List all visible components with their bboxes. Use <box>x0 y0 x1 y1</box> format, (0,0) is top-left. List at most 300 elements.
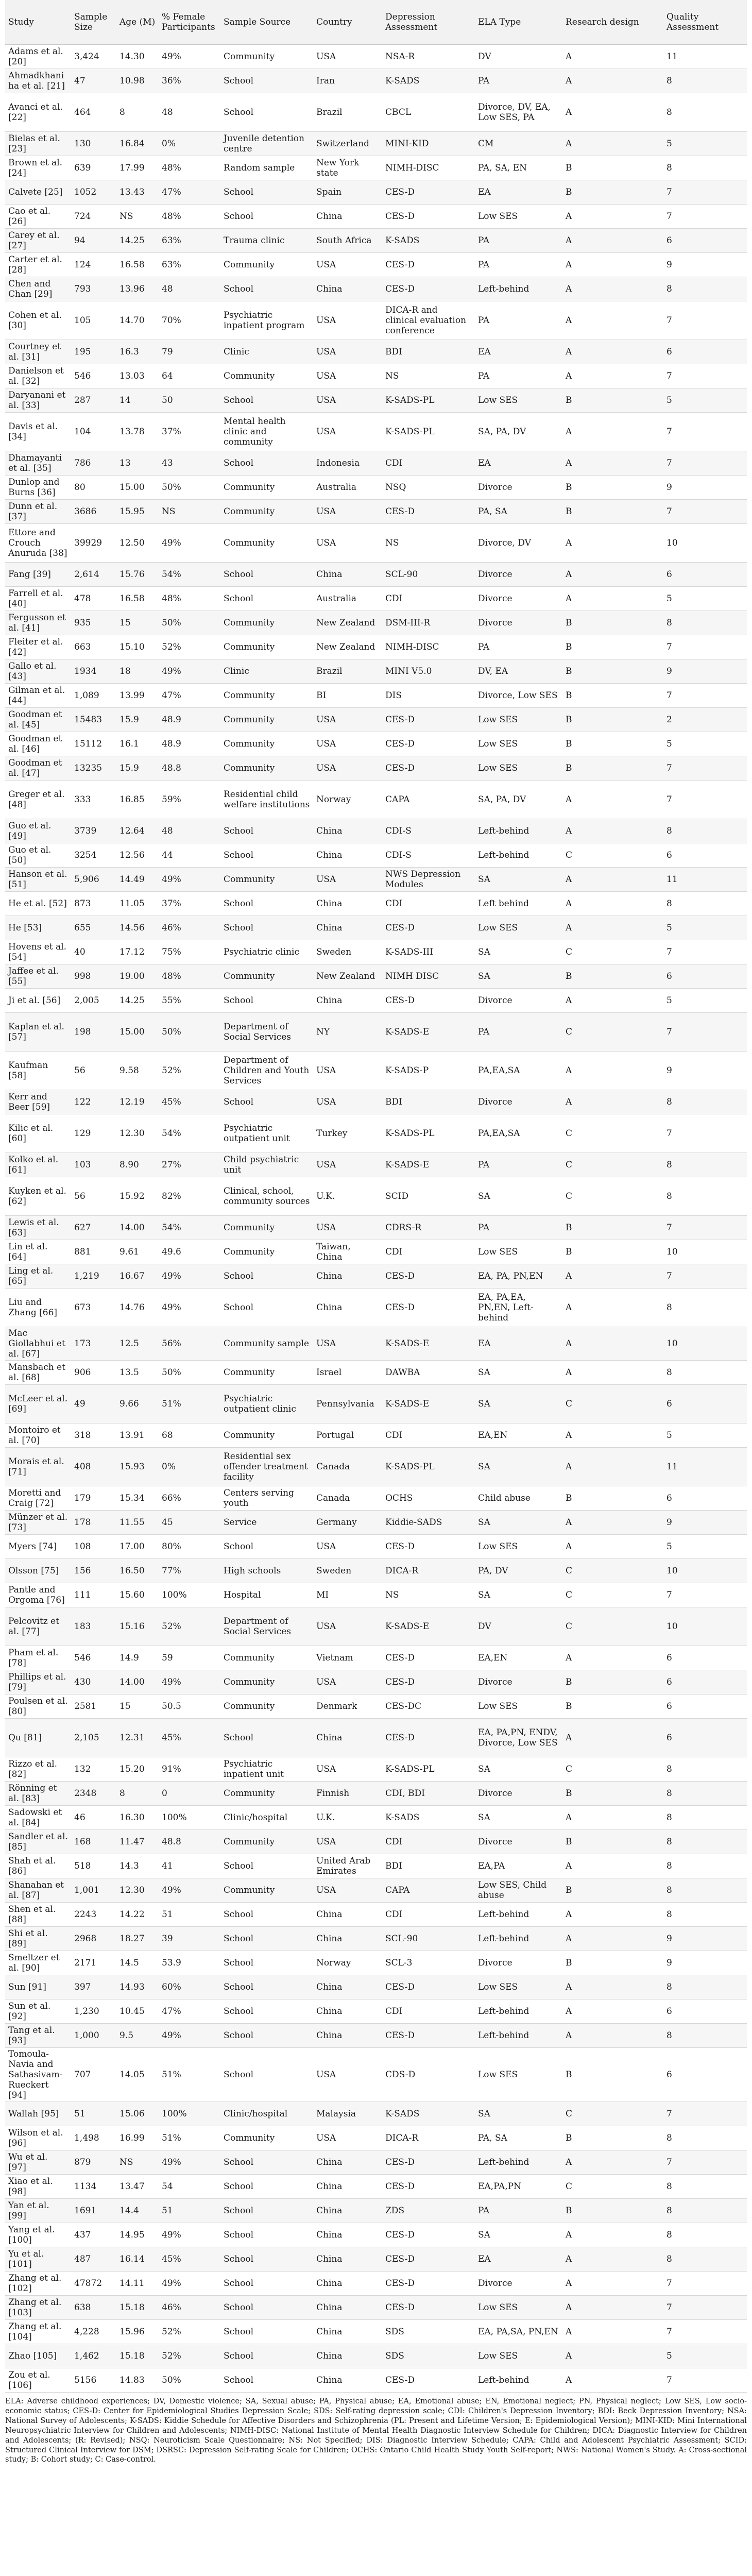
table-cell: 12.5 <box>116 1327 159 1361</box>
table-cell: 59 <box>159 1646 220 1670</box>
table-cell: Divorce <box>475 989 562 1013</box>
table-cell: A <box>562 45 663 69</box>
table-cell: 7 <box>663 364 747 388</box>
table-cell: A <box>562 524 663 563</box>
table-cell: 49% <box>159 2272 220 2296</box>
table-cell: CES-D <box>382 1535 475 1559</box>
table-cell: 10 <box>663 524 747 563</box>
column-header: Sample Source <box>220 0 313 45</box>
table-cell: 47872 <box>71 2272 116 2296</box>
table-cell: 52% <box>159 1607 220 1646</box>
table-cell: 111 <box>71 1583 116 1607</box>
table-cell: 6 <box>663 1670 747 1694</box>
table-cell: 1052 <box>71 180 116 205</box>
table-row <box>5 2223 747 2247</box>
table-row <box>5 1289 747 1327</box>
table-cell: USA <box>313 756 382 781</box>
table-cell: 8 <box>116 93 159 132</box>
table-row <box>5 1361 747 1385</box>
table-cell: A <box>562 2272 663 2296</box>
table-cell: High schools <box>220 1559 313 1583</box>
table-row <box>5 2102 747 2126</box>
table-cell: Kolko et al. [61] <box>5 1153 71 1177</box>
table-row <box>5 684 747 708</box>
table-cell: 8 <box>663 1153 747 1177</box>
table-cell: K-SADS-E <box>382 1607 475 1646</box>
table-cell: Clinic/hospital <box>220 2102 313 2126</box>
table-cell: C <box>562 1583 663 1607</box>
table-cell: Denmark <box>313 1694 382 1719</box>
table-cell: School <box>220 563 313 587</box>
table-cell: 6 <box>663 1999 747 2024</box>
table-cell: 14.76 <box>116 1289 159 1327</box>
table-row <box>5 868 747 892</box>
table-cell: China <box>313 277 382 301</box>
table-cell: PA <box>475 364 562 388</box>
table-cell: USA <box>313 1327 382 1361</box>
table-cell: Yang et al. [100] <box>5 2223 71 2247</box>
table-cell: DV, EA <box>475 659 562 684</box>
studies-table <box>5 0 747 2393</box>
table-cell: School <box>220 2048 313 2102</box>
table-cell: 104 <box>71 413 116 451</box>
table-cell: 1,001 <box>71 1878 116 1903</box>
table-cell: DICA-R <box>382 1559 475 1583</box>
table-cell: Department of Social Services <box>220 1607 313 1646</box>
table-cell: School <box>220 1535 313 1559</box>
table-cell: Rönning et al. [83] <box>5 1782 71 1806</box>
table-cell: 6 <box>663 964 747 989</box>
table-cell: 464 <box>71 93 116 132</box>
table-cell: 397 <box>71 1975 116 1999</box>
table-cell: 16.30 <box>116 1806 159 1830</box>
table-cell: Pelcovitz et al. [77] <box>5 1607 71 1646</box>
table-cell: Olsson [75] <box>5 1559 71 1583</box>
table-cell: 8 <box>663 2199 747 2223</box>
table-cell: 37% <box>159 892 220 916</box>
table-cell: Malaysia <box>313 2102 382 2126</box>
table-cell: C <box>562 1559 663 1583</box>
table-cell: 7 <box>663 1264 747 1289</box>
table-cell: 9 <box>663 1927 747 1951</box>
table-cell: 1934 <box>71 659 116 684</box>
table-cell: SA <box>475 1806 562 1830</box>
table-cell: 10 <box>663 1327 747 1361</box>
table-cell: Goodman et al. [46] <box>5 732 71 756</box>
table-cell: China <box>313 205 382 229</box>
table-cell: 1134 <box>71 2175 116 2199</box>
table-cell: A <box>562 1090 663 1114</box>
table-cell: CES-D <box>382 1289 475 1327</box>
table-cell: Montoiro et al. [70] <box>5 1423 71 1448</box>
table-cell: Residential sex offender treatment facility <box>220 1448 313 1486</box>
table-cell: B <box>562 476 663 500</box>
table-cell: 49% <box>159 1670 220 1694</box>
table-cell: 49% <box>159 45 220 69</box>
table-cell: Zhang et al. [102] <box>5 2272 71 2296</box>
column-header: Study <box>5 0 71 45</box>
column-header: ELA Type <box>475 0 562 45</box>
table-cell: 9.61 <box>116 1240 159 1264</box>
table-row <box>5 708 747 732</box>
table-cell: NWS Depression Modules <box>382 868 475 892</box>
table-row <box>5 1951 747 1975</box>
table-cell: 49% <box>159 2150 220 2175</box>
table-cell: Mac Giollabhui et al. [67] <box>5 1327 71 1361</box>
table-cell: NS <box>382 1583 475 1607</box>
table-cell: Danielson et al. [32] <box>5 364 71 388</box>
table-cell: PA <box>475 635 562 659</box>
table-cell: 15.9 <box>116 756 159 781</box>
table-cell: BDI <box>382 1854 475 1878</box>
table-cell: 408 <box>71 1448 116 1486</box>
table-cell: CES-D <box>382 1670 475 1694</box>
table-cell: USA <box>313 2048 382 2102</box>
table-cell: 94 <box>71 229 116 253</box>
table-cell: EA, PA,SA, PN,EN <box>475 2320 562 2344</box>
table-cell: 8 <box>663 1361 747 1385</box>
table-cell: CDI <box>382 1999 475 2024</box>
table-row <box>5 989 747 1013</box>
table-cell: A <box>562 587 663 611</box>
table-row <box>5 1448 747 1486</box>
table-cell: Divorce, DV, EA, Low SES, PA <box>475 93 562 132</box>
table-cell: A <box>562 229 663 253</box>
table-cell: 13.91 <box>116 1423 159 1448</box>
table-cell: NIMH-DISC <box>382 635 475 659</box>
table-cell: Sweden <box>313 940 382 964</box>
table-cell: 7 <box>663 1216 747 1240</box>
table-cell: EA <box>475 2247 562 2272</box>
table-row <box>5 2272 747 2296</box>
table-cell: 2 <box>663 708 747 732</box>
table-cell: China <box>313 2024 382 2048</box>
table-cell: School <box>220 2150 313 2175</box>
table-cell: CAPA <box>382 781 475 819</box>
table-cell: Hanson et al. [51] <box>5 868 71 892</box>
table-cell: 2968 <box>71 1927 116 1951</box>
table-cell: A <box>562 1448 663 1486</box>
table-cell: 5 <box>663 732 747 756</box>
table-cell: C <box>562 1177 663 1216</box>
table-cell: EA <box>475 340 562 364</box>
table-cell: Myers [74] <box>5 1535 71 1559</box>
table-body <box>5 45 747 2393</box>
table-cell: K-SADS-E <box>382 1153 475 1177</box>
table-cell: EA,EN <box>475 1423 562 1448</box>
table-cell: A <box>562 892 663 916</box>
table-cell: K-SADS-E <box>382 1385 475 1423</box>
table-row <box>5 659 747 684</box>
table-cell: USA <box>313 413 382 451</box>
table-cell: EA, PA, PN,EN <box>475 1264 562 1289</box>
table-cell: SA <box>475 1511 562 1535</box>
table-cell: Divorce <box>475 1670 562 1694</box>
table-cell: 10 <box>663 1240 747 1264</box>
table-cell: 8 <box>663 892 747 916</box>
table-cell: Wallah [95] <box>5 2102 71 2126</box>
table-cell: 56 <box>71 1177 116 1216</box>
table-cell: 36% <box>159 69 220 93</box>
table-cell: Mansbach et al. [68] <box>5 1361 71 1385</box>
table-cell: 103 <box>71 1153 116 1177</box>
table-cell: Kaplan et al. [57] <box>5 1013 71 1052</box>
table-row <box>5 1216 747 1240</box>
table-cell: Low SES <box>475 2296 562 2320</box>
table-cell: Ji et al. [56] <box>5 989 71 1013</box>
table-cell: School <box>220 1903 313 1927</box>
table-cell: 51 <box>71 2102 116 2126</box>
table-cell: U.K. <box>313 1177 382 1216</box>
table-cell: 724 <box>71 205 116 229</box>
table-cell: CES-D <box>382 205 475 229</box>
table-cell: Community <box>220 964 313 989</box>
table-cell: 82% <box>159 1177 220 1216</box>
table-cell: 47% <box>159 180 220 205</box>
table-cell: A <box>562 2223 663 2247</box>
table-cell: Community <box>220 1240 313 1264</box>
table-cell: China <box>313 989 382 1013</box>
table-cell: CDI <box>382 451 475 476</box>
table-cell: PA <box>475 2199 562 2223</box>
table-cell: School <box>220 451 313 476</box>
table-cell: CES-D <box>382 500 475 524</box>
table-cell: 16.14 <box>116 2247 159 2272</box>
table-cell: USA <box>313 253 382 277</box>
table-cell: C <box>562 1607 663 1646</box>
table-cell: School <box>220 205 313 229</box>
table-cell: 48% <box>159 587 220 611</box>
table-cell: 39 <box>159 1927 220 1951</box>
table-row <box>5 1646 747 1670</box>
table-row <box>5 1385 747 1423</box>
table-cell: SCL-90 <box>382 1927 475 1951</box>
table-cell: China <box>313 563 382 587</box>
table-cell: Department of Children and Youth Services <box>220 1052 313 1090</box>
table-cell: SCL-90 <box>382 563 475 587</box>
table-row <box>5 1878 747 1903</box>
table-cell: NSA-R <box>382 45 475 69</box>
table-cell: Trauma clinic <box>220 229 313 253</box>
table-row <box>5 1177 747 1216</box>
table-cell: CES-D <box>382 2368 475 2393</box>
column-header: Sample Size <box>71 0 116 45</box>
table-cell: School <box>220 916 313 940</box>
table-cell: A <box>562 989 663 1013</box>
column-header: Research design <box>562 0 663 45</box>
table-cell: CDI-S <box>382 843 475 868</box>
table-cell: 80% <box>159 1535 220 1559</box>
table-row <box>5 388 747 413</box>
table-cell: 50 <box>159 388 220 413</box>
table-cell: School <box>220 1927 313 1951</box>
table-cell: 13235 <box>71 756 116 781</box>
table-cell: Left-behind <box>475 1903 562 1927</box>
table-cell: 16.3 <box>116 340 159 364</box>
table-cell: School <box>220 843 313 868</box>
table-cell: 49% <box>159 1878 220 1903</box>
table-cell: A <box>562 1535 663 1559</box>
table-cell: CES-D <box>382 2175 475 2199</box>
table-cell: PA <box>475 1153 562 1177</box>
table-cell: K-SADS <box>382 1806 475 1830</box>
table-cell: C <box>562 2175 663 2199</box>
table-cell: Divorce <box>475 1090 562 1114</box>
table-cell: Community <box>220 253 313 277</box>
table-cell: Switzerland <box>313 132 382 156</box>
table-cell: Divorce <box>475 563 562 587</box>
table-container <box>5 0 747 2465</box>
table-cell: 37% <box>159 413 220 451</box>
table-cell: 9 <box>663 476 747 500</box>
table-cell: 178 <box>71 1511 116 1535</box>
table-row <box>5 340 747 364</box>
table-cell: K-SADS-PL <box>382 388 475 413</box>
table-cell: Tomoula-Navia and Sathasivam-Rueckert [94] <box>5 2048 71 2102</box>
table-cell: School <box>220 989 313 1013</box>
table-cell: Guo et al. [49] <box>5 819 71 843</box>
table-cell: CES-D <box>382 253 475 277</box>
table-cell: China <box>313 1975 382 1999</box>
table-cell: CDI <box>382 1240 475 1264</box>
table-cell: 881 <box>71 1240 116 1264</box>
table-cell: 173 <box>71 1327 116 1361</box>
table-cell: Community <box>220 1216 313 1240</box>
table-cell: China <box>313 916 382 940</box>
table-cell: K-SADS-E <box>382 1327 475 1361</box>
table-cell: 51 <box>159 1903 220 1927</box>
table-cell: CDI <box>382 1830 475 1854</box>
table-row <box>5 1903 747 1927</box>
table-cell: 45% <box>159 1090 220 1114</box>
table-cell: Divorce <box>475 1951 562 1975</box>
table-cell: 7 <box>663 781 747 819</box>
table-cell: 43 <box>159 451 220 476</box>
table-cell: Divorce <box>475 476 562 500</box>
table-cell: Israel <box>313 1361 382 1385</box>
table-cell: A <box>562 205 663 229</box>
table-cell: Psychiatric clinic <box>220 940 313 964</box>
table-row <box>5 524 747 563</box>
table-row <box>5 1240 747 1264</box>
table-cell: A <box>562 277 663 301</box>
table-cell: 14.5 <box>116 1951 159 1975</box>
table-cell: SDS <box>382 2320 475 2344</box>
table-cell: C <box>562 1385 663 1423</box>
table-footnote: ELA: Adverse childhood experiences; DV, Domestic violence; SA, Sexual abuse; PA, Physical abuse; EA, Emotional abuse; EN, Emotional neglect; PN, Physical neglect; Low SES, Low socio-economic status; CES-D: Center for Epidemiological Studies Depression Scale; SDS: Self-rating depression scale; CDI: Children's Depression Inventory; BDI: Beck Depression Inventory; NSA: National Survey of Adolescents; K-SADS: Kiddie Schedule for Affective Disorders and Schizophrenia (PL: Present and Lifetime Version; E: Epidemiological Version); MINI-KID: Mini International Neuropsychiatric Interview for Children and Adolescents; NIMH-DISC: National Institute of Mental Health Diagnostic Interview Schedule for Children; DICA: Diagnostic Interview for Children and Adolescents; (R: Revised); NSQ: Neuroticism Scale Questionnaire; NS: Not Specified; DIS: Diagnostic Interview Schedule; CAPA: Child and Adolescent Psychiatric Assessment; SCID: Structured Clinical Interview for DSM; DSRSC: Depression Self-rating Scale for Children; OCHS: Ontario Child Health Study Youth Self-report; NWS: National Women's Study. A: Cross-sectional study; B: Cohort study; C: Case-control. <box>5 2397 747 2464</box>
table-cell: 13.99 <box>116 684 159 708</box>
table-cell: PA,EA,SA <box>475 1114 562 1153</box>
table-cell: 14 <box>116 388 159 413</box>
table-cell: MI <box>313 1583 382 1607</box>
table-cell: A <box>562 1361 663 1385</box>
table-cell: Iran <box>313 69 382 93</box>
table-cell: China <box>313 2272 382 2296</box>
table-row <box>5 253 747 277</box>
table-cell: Left-behind <box>475 819 562 843</box>
table-row <box>5 843 747 868</box>
table-cell: Community <box>220 1423 313 1448</box>
table-cell: 14.30 <box>116 45 159 69</box>
table-cell: 49 <box>71 1385 116 1423</box>
table-cell: 8 <box>663 1090 747 1114</box>
table-cell: Pham et al. [78] <box>5 1646 71 1670</box>
table-cell: PA <box>475 229 562 253</box>
table-cell: School <box>220 93 313 132</box>
table-cell: 59% <box>159 781 220 819</box>
table-cell: ZDS <box>382 2199 475 2223</box>
table-cell: Shi et al. [89] <box>5 1927 71 1951</box>
table-cell: K-SADS-III <box>382 940 475 964</box>
table-cell: SA <box>475 868 562 892</box>
table-cell: China <box>313 1999 382 2024</box>
table-cell: A <box>562 916 663 940</box>
table-cell: PA,EA,SA <box>475 1052 562 1090</box>
table-cell: EA,EN <box>475 1646 562 1670</box>
table-cell: 45% <box>159 2247 220 2272</box>
table-cell: USA <box>313 2126 382 2150</box>
table-cell: 673 <box>71 1289 116 1327</box>
table-cell: School <box>220 892 313 916</box>
table-cell: 39929 <box>71 524 116 563</box>
table-cell: School <box>220 2296 313 2320</box>
table-cell: School <box>220 819 313 843</box>
table-cell: Service <box>220 1511 313 1535</box>
table-cell: 11.55 <box>116 1511 159 1535</box>
table-cell: Indonesia <box>313 451 382 476</box>
table-cell: 5 <box>663 2344 747 2368</box>
table-cell: Left-behind <box>475 2150 562 2175</box>
table-cell: A <box>562 1927 663 1951</box>
table-cell: 879 <box>71 2150 116 2175</box>
table-cell: 77% <box>159 1559 220 1583</box>
table-cell: 11 <box>663 1448 747 1486</box>
table-cell: B <box>562 1486 663 1511</box>
table-cell: Mental health clinic and community <box>220 413 313 451</box>
table-cell: DSM-III-R <box>382 611 475 635</box>
table-cell: China <box>313 2320 382 2344</box>
table-cell: School <box>220 1999 313 2024</box>
table-cell: 17.00 <box>116 1535 159 1559</box>
table-cell: 49% <box>159 524 220 563</box>
table-cell: 52% <box>159 1052 220 1090</box>
table-cell: 7 <box>663 635 747 659</box>
table-cell: 48 <box>159 819 220 843</box>
table-cell: Zou et al. [106] <box>5 2368 71 2393</box>
table-row <box>5 611 747 635</box>
table-cell: Hovens et al. [54] <box>5 940 71 964</box>
table-cell: 91% <box>159 1757 220 1782</box>
table-cell: 7 <box>663 2368 747 2393</box>
table-cell: 627 <box>71 1216 116 1240</box>
table-cell: CES-D <box>382 180 475 205</box>
table-cell: 14.25 <box>116 989 159 1013</box>
table-cell: 707 <box>71 2048 116 2102</box>
table-cell: 6 <box>663 2048 747 2102</box>
table-cell: 7 <box>663 500 747 524</box>
table-cell: China <box>313 2199 382 2223</box>
table-cell: He et al. [52] <box>5 892 71 916</box>
table-cell: School <box>220 2344 313 2368</box>
table-cell: Sweden <box>313 1559 382 1583</box>
table-cell: CES-D <box>382 756 475 781</box>
table-cell: Community <box>220 500 313 524</box>
table-cell: 2,614 <box>71 563 116 587</box>
table-cell: B <box>562 756 663 781</box>
table-row <box>5 45 747 69</box>
table-cell: USA <box>313 1090 382 1114</box>
table-cell: Brazil <box>313 659 382 684</box>
